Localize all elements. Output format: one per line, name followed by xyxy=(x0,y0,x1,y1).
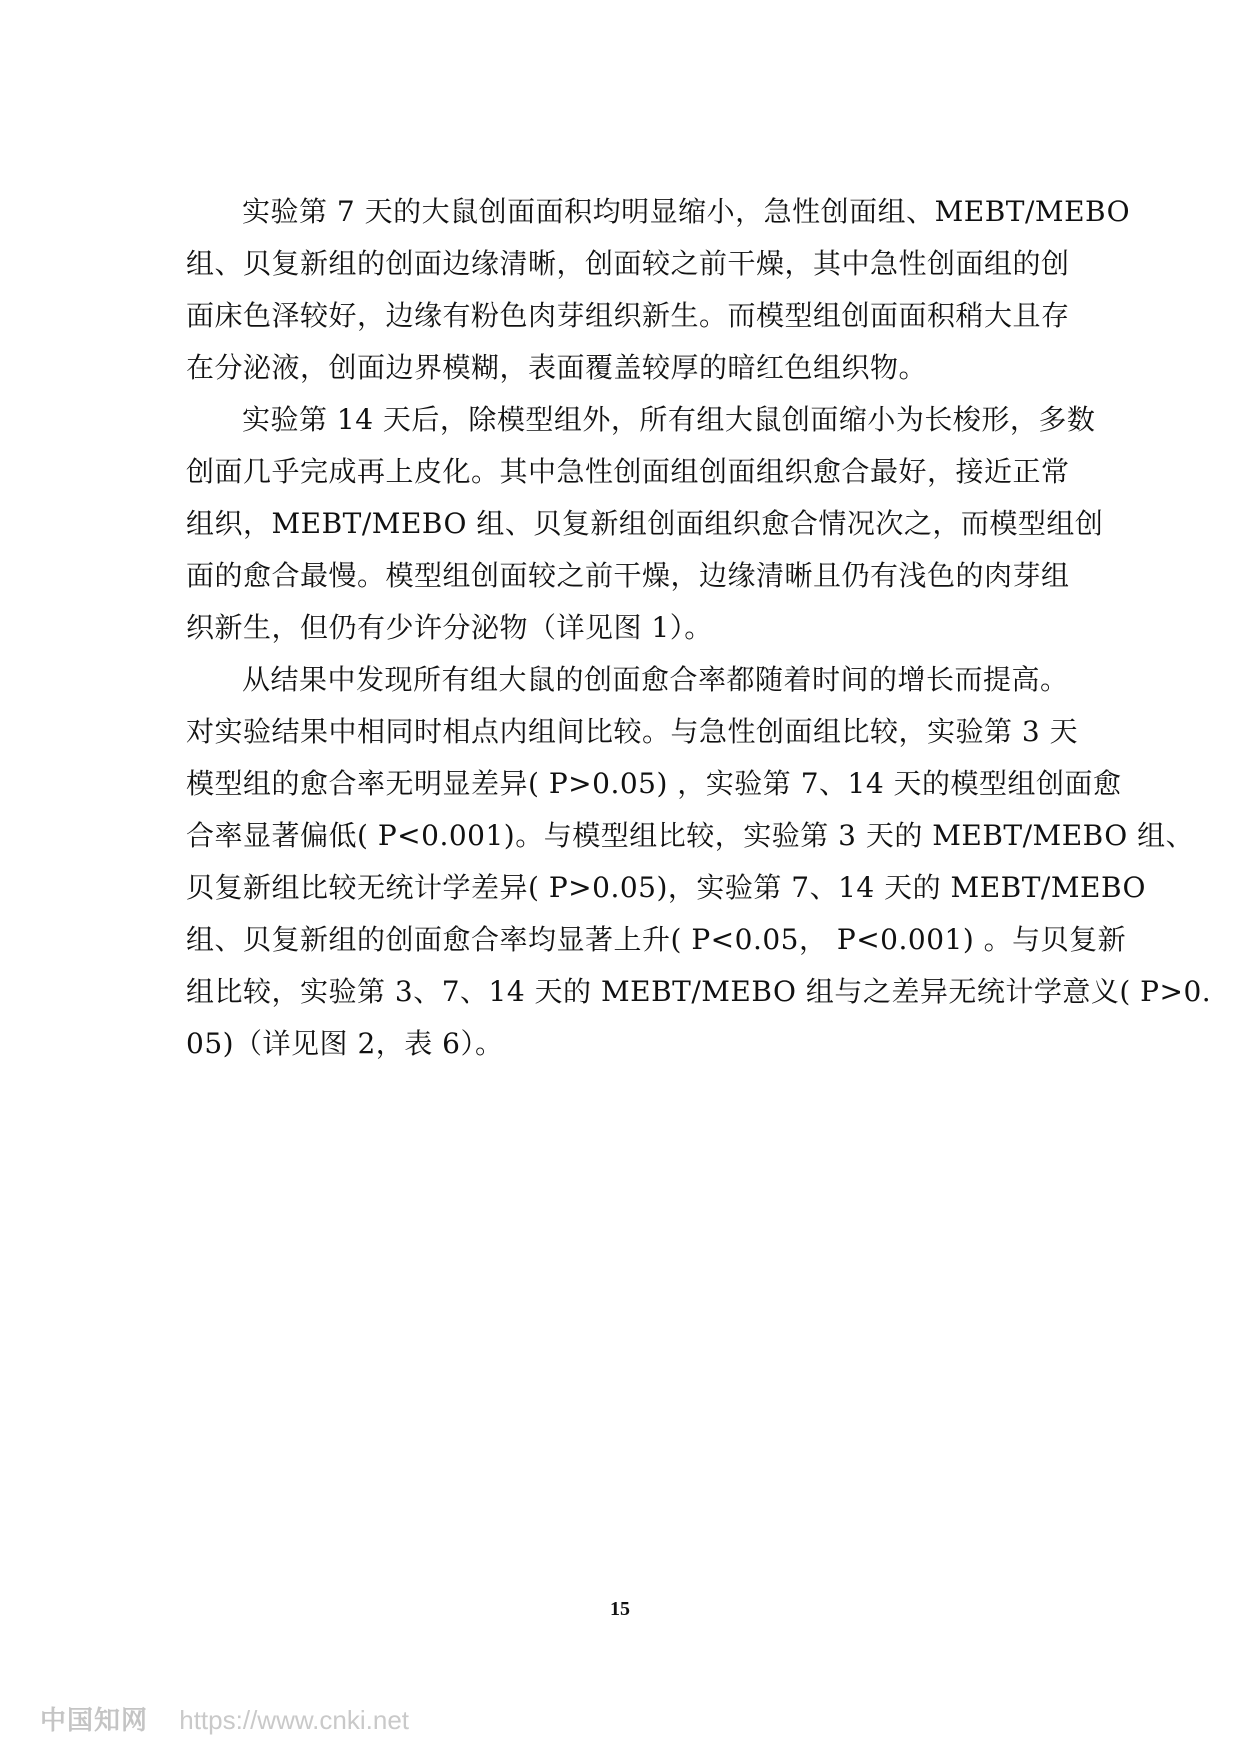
text-line: 创面几乎完成再上皮化。其中急性创面组创面组织愈合最好，接近正常 xyxy=(186,455,1070,488)
text-line: 合率显著偏低( P<0.001)。与模型组比较，实验第 3 天的 MEBT/MEBO 组、 xyxy=(186,819,1195,852)
body-text xyxy=(186,186,1212,1070)
text-line: 组比较，实验第 3、7、14 天的 MEBT/MEBO 组与之差异无统计学意义( P>0. xyxy=(186,975,1212,1008)
text-line: 组、贝复新组的创面愈合率均显著上升( P<0.05， P<0.001) 。与贝复新 xyxy=(186,923,1127,956)
text-line: 05)（详见图 2，表 6）。 xyxy=(186,1027,504,1060)
paragraph-day7 xyxy=(186,186,1131,394)
text-line: 在分泌液，创面边界模糊，表面覆盖较厚的暗红色组织物。 xyxy=(186,351,928,384)
watermark-url: https://www.cnki.net xyxy=(179,1705,410,1735)
text-line: 模型组的愈合率无明显差异( P>0.05) ，实验第 7、14 天的模型组创面愈 xyxy=(186,767,1122,800)
text-line: 对实验结果中相同时相点内组间比较。与急性创面组比较，实验第 3 天 xyxy=(186,715,1079,748)
text-line: 实验第 14 天后，除模型组外，所有组大鼠创面缩小为长梭形，多数 xyxy=(242,403,1096,436)
watermark-brand: 中国知网 xyxy=(40,1705,149,1735)
text-line: 组织，MEBT/MEBO 组、贝复新组创面组织愈合情况次之，而模型组创 xyxy=(186,507,1104,540)
page-number: 15 xyxy=(610,1598,630,1620)
text-line: 面床色泽较好，边缘有粉色肉芽组织新生。而模型组创面面积稍大且存 xyxy=(186,299,1070,332)
text-line: 实验第 7 天的大鼠创面面积均明显缩小，急性创面组、MEBT/MEBO xyxy=(242,195,1131,228)
cnki-watermark xyxy=(40,1700,409,1737)
paragraph-results xyxy=(186,654,1212,1070)
paragraph-day14 xyxy=(186,394,1104,654)
text-line: 织新生，但仍有少许分泌物（详见图 1）。 xyxy=(186,611,713,644)
text-line: 组、贝复新组的创面边缘清晰，创面较之前干燥，其中急性创面组的创 xyxy=(186,247,1070,280)
text-line: 贝复新组比较无统计学差异( P>0.05)，实验第 7、14 天的 MEBT/MEBO xyxy=(186,871,1146,904)
text-line: 从结果中发现所有组大鼠的创面愈合率都随着时间的增长而提高。 xyxy=(242,663,1069,696)
text-line: 面的愈合最慢。模型组创面较之前干燥，边缘清晰且仍有浅色的肉芽组 xyxy=(186,559,1070,592)
